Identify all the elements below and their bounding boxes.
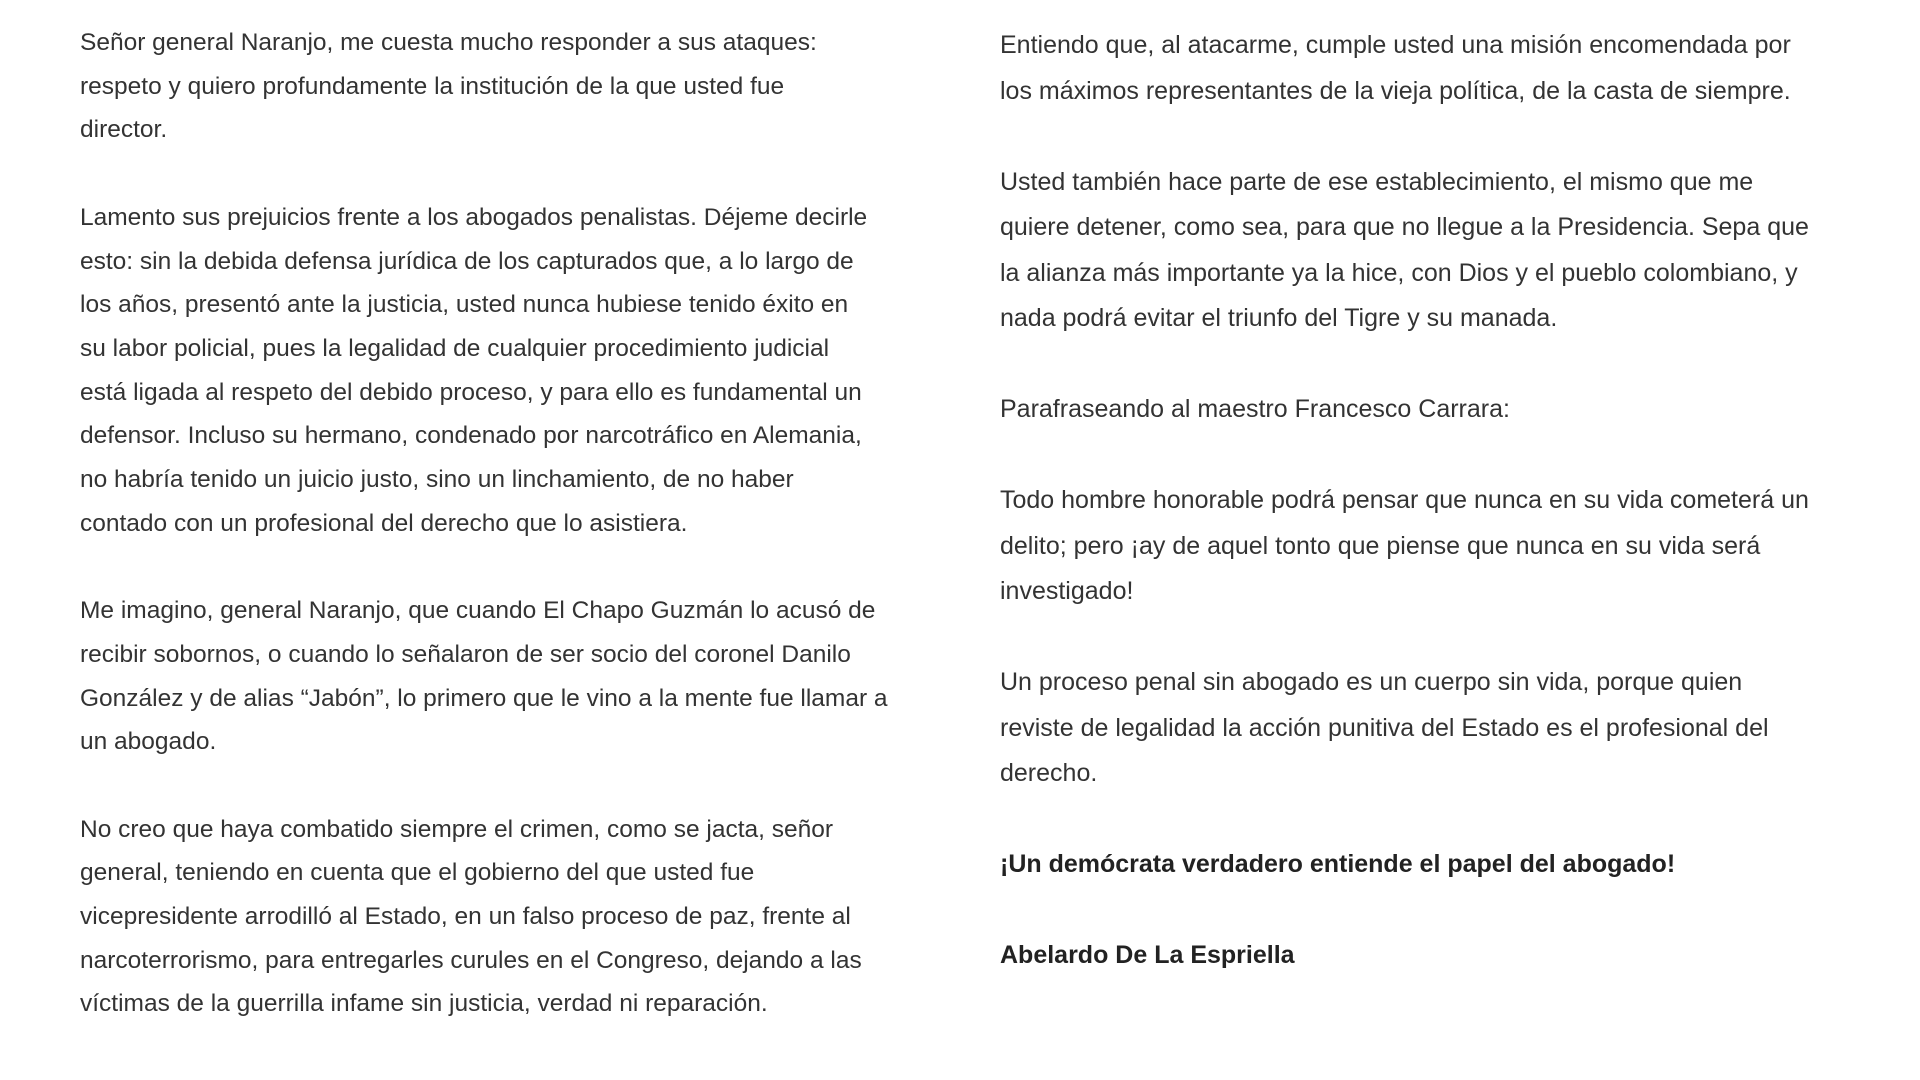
text-line: recibir sobornos, o cuando lo señalaron de ser socio del coronel Danilo [80, 640, 851, 668]
text-line: Todo hombre honorable podrá pensar que nunca en su vida cometerá un [1000, 486, 1809, 514]
paragraph [80, 808, 888, 1027]
text-line: narcoterrorismo, para entregarles curules en el Congreso, dejando a las [80, 946, 862, 974]
text-line: no habría tenido un juicio justo, sino un linchamiento, de no haber [80, 466, 794, 494]
text-line: Usted también hace parte de ese establecimiento, el mismo que me [1000, 167, 1754, 196]
text-line: esto: sin la debida defensa jurídica de los capturados que, a lo largo de [80, 247, 854, 275]
text-line: general, teniendo en cuenta que el gobierno del que usted fue [80, 859, 755, 887]
text-line: Entiendo que, al atacarme, cumple usted una misión encomendada por [1000, 31, 1791, 59]
left-column [80, 21, 888, 1070]
text-line: delito; pero ¡ay de aquel tonto que piense que nunca en su vida será [1000, 531, 1761, 560]
text-line: los años, presentó ante la justicia, usted nunca hubiese tenido éxito en [80, 291, 849, 319]
text-line: Lamento sus prejuicios frente a los abogados penalistas. Déjeme decirle [80, 203, 868, 231]
right-column [1000, 23, 1809, 1024]
text-line: Parafraseando al maestro Francesco Carrara: [1000, 395, 1510, 423]
paragraph [1000, 478, 1809, 615]
text-line: derecho. [1000, 759, 1098, 787]
paragraph [80, 196, 888, 546]
signature: Abelardo De La Espriella [1000, 941, 1295, 969]
text-line: González y de alias “Jabón”, lo primero que le vino a la mente fue llamar a [80, 684, 888, 712]
text-line: respeto y quiero profundamente la institución de la que usted fue [80, 72, 785, 100]
text-line: quiere detener, como sea, para que no llegue a la Presidencia. Sepa que [1000, 213, 1809, 241]
paragraph [1000, 387, 1809, 433]
text-line: reviste de legalidad la acción punitiva del Estado es el profesional del [1000, 713, 1769, 742]
text-line: Un proceso penal sin abogado es un cuerpo sin vida, porque quien [1000, 668, 1743, 696]
paragraph [1000, 160, 1809, 342]
text-line: Me imagino, general Naranjo, que cuando El Chapo Guzmán lo acusó de [80, 597, 876, 625]
text-line: director. [80, 116, 168, 144]
text-line: vicepresidente arrodilló al Estado, en un falso proceso de paz, frente al [80, 903, 851, 931]
text-line: Señor general Naranjo, me cuesta mucho responder a sus ataques: [80, 29, 817, 56]
text-line: está ligada al respeto del debido proceso, y para ello es fundamental un [80, 378, 862, 406]
paragraph [80, 21, 888, 152]
text-line: nada podrá evitar el triunfo del Tigre y su manada. [1000, 304, 1558, 332]
text-line: investigado! [1000, 577, 1134, 605]
text-line: los máximos representantes de la vieja política, de la casta de siempre. [1000, 76, 1791, 105]
text-line: contado con un profesional del derecho que lo asistiera. [80, 509, 688, 537]
paragraph [80, 589, 888, 764]
text-line: defensor. Incluso su hermano, condenado por narcotráfico en Alemania, [80, 422, 862, 450]
text-line: su labor policial, pues la legalidad de cualquier procedimiento judicial [80, 334, 830, 362]
text-line: la alianza más importante ya la hice, con Dios y el pueblo colombiano, y [1000, 258, 1798, 287]
text-line: víctimas de la guerrilla infame sin justicia, verdad ni reparación. [80, 990, 768, 1018]
text-line: No creo que haya combatido siempre el crimen, como se jacta, señor [80, 815, 834, 843]
text-line: un abogado. [80, 728, 217, 756]
closing-statement: ¡Un demócrata verdadero entiende el papel del abogado! [1000, 850, 1676, 878]
paragraph [1000, 660, 1809, 797]
paragraph [1000, 23, 1809, 114]
